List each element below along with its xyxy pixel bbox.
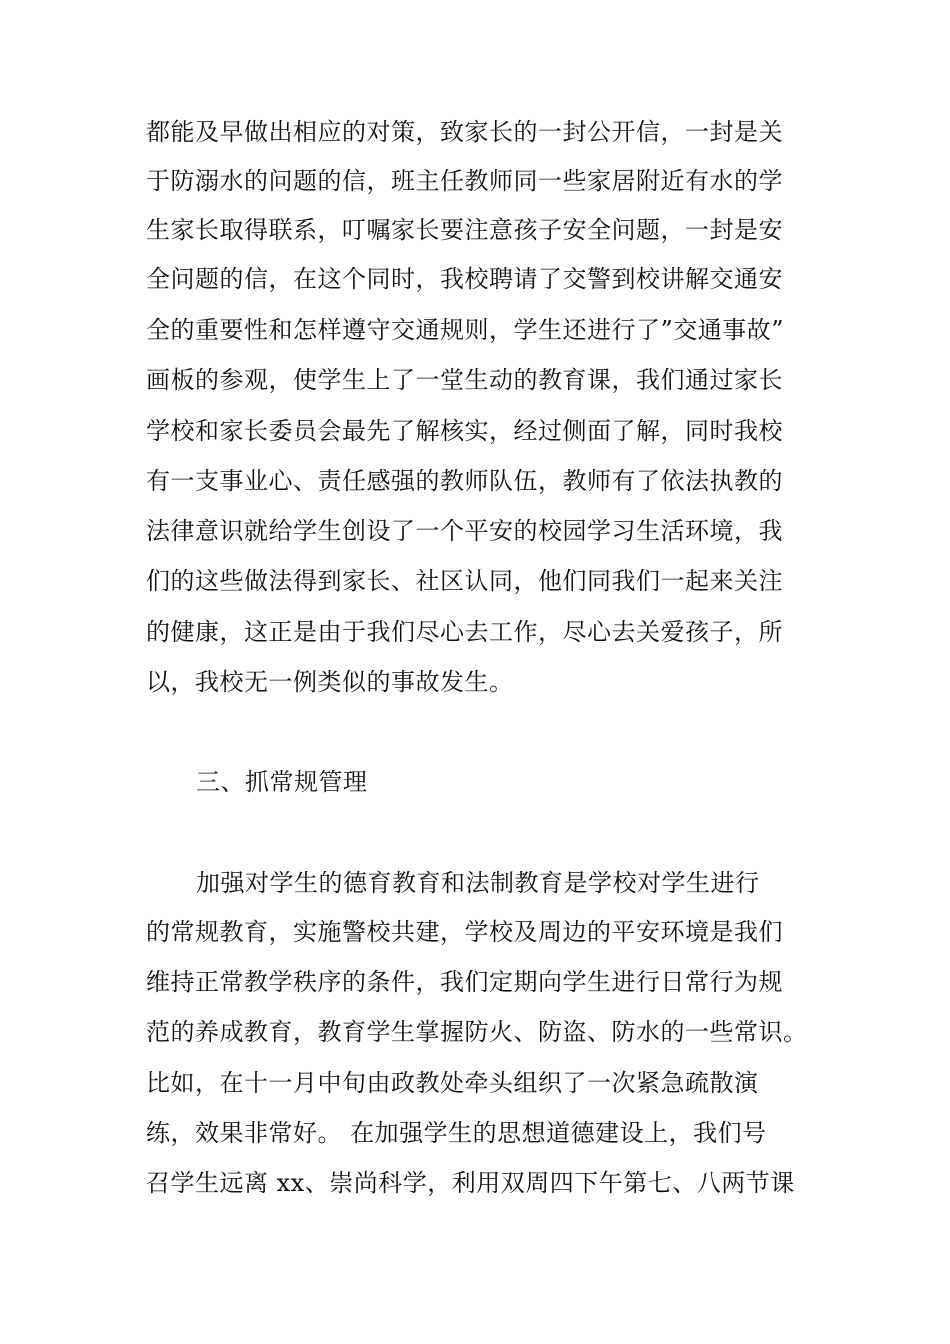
text-line: 的常规教育，实施警校共建，学校及周边的平安环境是我们 bbox=[146, 918, 783, 946]
text-line: 画板的参观，使学生上了一堂生动的教育课，我们通过家长 bbox=[146, 366, 783, 394]
text-line: 们的这些做法得到家长、社区认同，他们同我们一起来关注 bbox=[146, 567, 783, 595]
text-line: 比如，在十一月中旬由政教处牵头组织了一次紧急疏散演 bbox=[146, 1069, 759, 1097]
section-heading: 三、抓常规管理 bbox=[196, 768, 368, 796]
text-line: 都能及早做出相应的对策，致家长的一封公开信，一封是关 bbox=[146, 118, 783, 146]
text-line: 以，我校无一例类似的事故发生。 bbox=[146, 668, 514, 696]
text-line: 加强对学生的德育教育和法制教育是学校对学生进行 bbox=[196, 869, 760, 897]
text-line: 有一支事业心、责任感强的教师队伍，教师有了依法执教的 bbox=[146, 467, 783, 495]
text-line: 于防溺水的问题的信，班主任教师同一些家居附近有水的学 bbox=[146, 167, 783, 195]
text-line: 法律意识就给学生创设了一个平安的校园学习生活环境，我 bbox=[146, 517, 783, 545]
text-line: 范的养成教育，教育学生掌握防火、防盗、防水的一些常识。 bbox=[146, 1018, 808, 1046]
text-line: 练，效果非常好。 在加强学生的思想道德建设上，我们号 bbox=[146, 1119, 767, 1147]
text-line: 生家长取得联系，叮嘱家长要注意孩子安全问题，一封是安 bbox=[146, 216, 783, 244]
text-line: 全问题的信，在这个同时，我校聘请了交警到校讲解交通安 bbox=[146, 265, 783, 293]
text-line: 维持正常教学秩序的条件，我们定期向学生进行日常行为规 bbox=[146, 968, 783, 996]
text-line: 召学生远离 xx、崇尚科学，利用双周四下午第七、八两节课 bbox=[146, 1169, 795, 1197]
text-line: 学校和家长委员会最先了解核实，经过侧面了解，同时我校 bbox=[146, 417, 783, 445]
text-line: 的健康，这正是由于我们尽心去工作，尽心去关爱孩子，所 bbox=[146, 618, 783, 646]
text-line: 全的重要性和怎样遵守交通规则，学生还进行了”交通事故” bbox=[146, 316, 785, 344]
